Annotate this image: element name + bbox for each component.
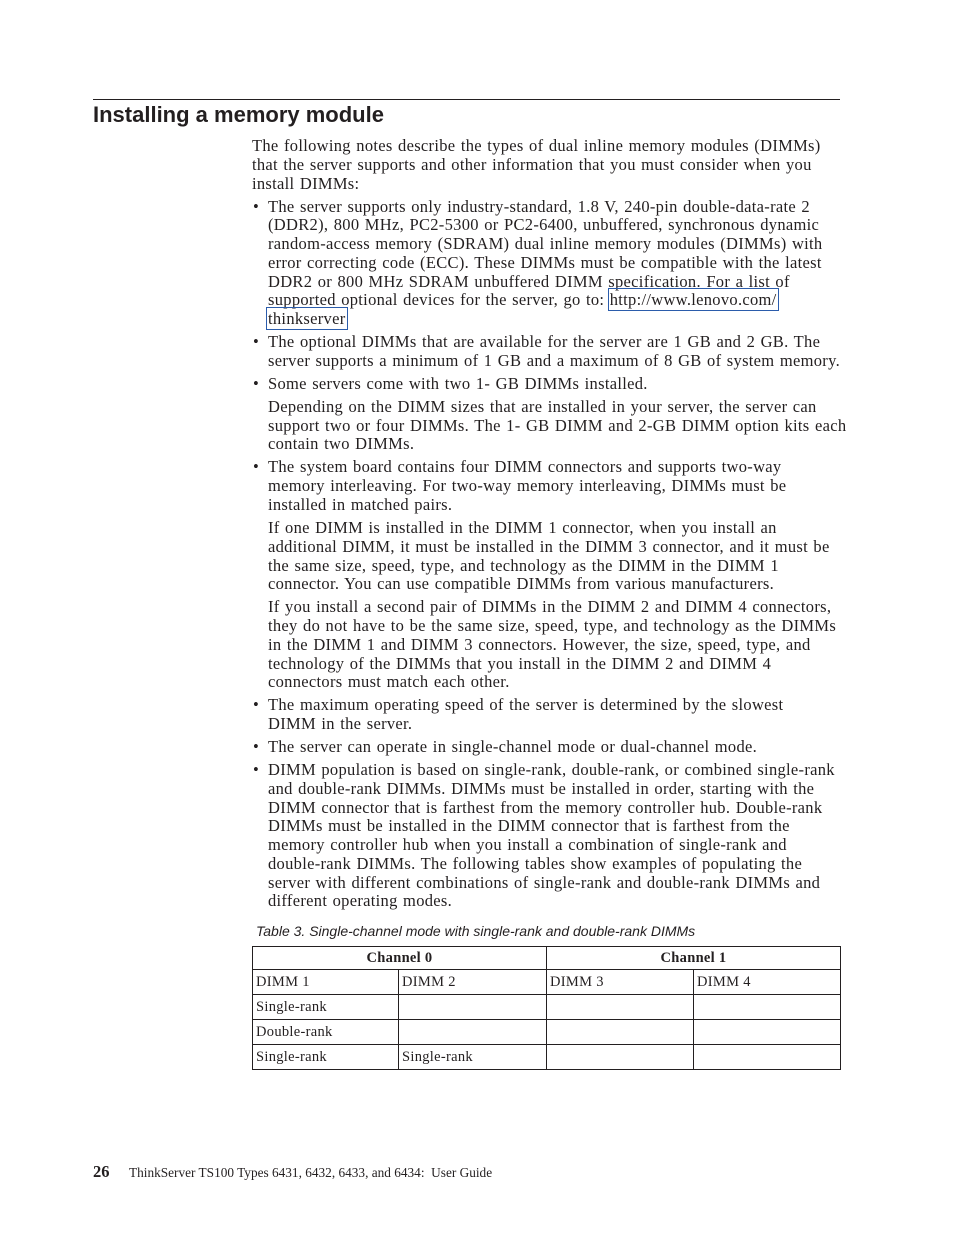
text-line: contain two DIMMs. bbox=[268, 434, 415, 454]
table-column-header: DIMM 4 bbox=[694, 970, 841, 995]
section-body bbox=[252, 136, 847, 911]
page-number: 26 bbox=[93, 1162, 110, 1181]
text-line: and double-rank DIMMs. DIMMs must be installed in order, starting with the bbox=[268, 778, 815, 798]
intro-paragraph bbox=[252, 137, 840, 193]
section-rule bbox=[93, 99, 840, 100]
table-cell: Single-rank bbox=[399, 1045, 547, 1070]
text-line: double-rank DIMMs. The following tables show examples of populating the bbox=[268, 853, 803, 873]
table-cell bbox=[694, 995, 841, 1020]
text-line: in the DIMM 1 and DIMM 3 connectors. However, the size, speed, type, and bbox=[268, 634, 811, 654]
paragraph bbox=[268, 519, 840, 594]
table-cell bbox=[547, 1045, 694, 1070]
bullet-item bbox=[252, 373, 847, 454]
table-column-header: DIMM 2 bbox=[399, 970, 547, 995]
section-heading: Installing a memory module bbox=[93, 102, 384, 127]
text-line: server with different combinations of single-rank and double-rank DIMMs and bbox=[268, 872, 821, 892]
bullet-icon bbox=[253, 198, 259, 217]
text-line-segment: supported optional devices for the server, go to: bbox=[268, 290, 610, 310]
thinkserver-url-link-part-1[interactable]: http://www.lenovo.com/ bbox=[609, 290, 777, 310]
text-line: The optional DIMMs that are available for the server are 1 GB and 2 GB. The bbox=[268, 332, 821, 352]
text-line: that the server supports and other information that you must consider when you bbox=[252, 154, 812, 174]
text-line: error correcting code (ECC). These DIMMs must be compatible with the latest bbox=[268, 252, 822, 272]
text-line: install DIMMs: bbox=[252, 173, 360, 193]
text-line: DDR2 or 800 MHz SDRAM unbuffered DIMM specification. For a list of bbox=[268, 271, 790, 291]
paragraph bbox=[268, 375, 840, 394]
paragraph bbox=[268, 198, 840, 329]
paragraph bbox=[268, 458, 840, 514]
text-line: they do not have to be the same size, speed, type, and technology as the DIMMs bbox=[268, 616, 837, 636]
bullet-icon bbox=[253, 375, 259, 394]
table-row bbox=[253, 1045, 841, 1070]
text-line: DIMMs must be installed in the DIMM connector that is farthest from the bbox=[268, 816, 790, 836]
bullet-item bbox=[252, 198, 840, 329]
table-cell bbox=[694, 1020, 841, 1045]
paragraph bbox=[268, 696, 840, 734]
table-cell bbox=[547, 1020, 694, 1045]
text-line: different operating modes. bbox=[268, 891, 453, 911]
text-line: memory controller hub when you install a combination of single-rank and bbox=[268, 835, 787, 855]
table-cell bbox=[694, 1045, 841, 1070]
paragraph bbox=[268, 598, 840, 692]
text-line: The system board contains four DIMM connectors and supports two-way bbox=[268, 457, 782, 477]
text-line: technology of the DIMMs that you install in the DIMM 2 and DIMM 4 bbox=[268, 653, 772, 673]
text-line: The server supports only industry-standard, 1.8 V, 240-pin double-data-rate 2 bbox=[268, 196, 810, 216]
paragraph bbox=[268, 761, 840, 911]
text-line: The following notes describe the types of dual inline memory modules (DIMMs) bbox=[252, 136, 821, 155]
table-row bbox=[253, 1020, 841, 1045]
text-line: DIMM in the server. bbox=[268, 714, 413, 734]
paragraph bbox=[268, 738, 840, 757]
text-line: connector. You can use compatible DIMMs from various manufacturers. bbox=[268, 574, 775, 594]
text-line: server supports a minimum of 1 GB and a maximum of 8 GB of system memory. bbox=[268, 350, 841, 370]
table-row bbox=[253, 995, 841, 1020]
table-group-header-channel-1: Channel 1 bbox=[547, 947, 841, 970]
table-cell: Single-rank bbox=[253, 1045, 399, 1070]
text-line: Depending on the DIMM sizes that are installed in your server, the server can bbox=[268, 396, 817, 416]
bullet-icon bbox=[253, 738, 259, 757]
table-column-header-row bbox=[253, 970, 841, 995]
bullet-item bbox=[252, 738, 840, 757]
bullet-item bbox=[252, 761, 840, 911]
table-column-header: DIMM 3 bbox=[547, 970, 694, 995]
text-line: (DDR2), 800 MHz, PC2-5300 or PC2-6400, unbuffered, synchronous dynamic bbox=[268, 215, 820, 235]
table-cell: Single-rank bbox=[253, 995, 399, 1020]
bullet-icon bbox=[253, 761, 259, 780]
bullet-item bbox=[252, 696, 840, 734]
text-line: random-access memory (SDRAM) dual inline memory modules (DIMMs) with bbox=[268, 234, 823, 254]
text-line: memory interleaving. For two-way memory interleaving, DIMMs must be bbox=[268, 476, 787, 496]
text-line: installed in matched pairs. bbox=[268, 494, 453, 514]
text-line: The maximum operating speed of the server is determined by the slowest bbox=[268, 695, 784, 715]
text-line: If you install a second pair of DIMMs in the DIMM 2 and DIMM 4 connectors, bbox=[268, 597, 832, 617]
text-line: connectors must match each other. bbox=[268, 672, 510, 692]
paragraph bbox=[268, 333, 840, 371]
text-line: DIMM population is based on single-rank, double-rank, or combined single-rank bbox=[268, 760, 835, 780]
bullet-icon bbox=[253, 696, 259, 715]
table-group-header-channel-0: Channel 0 bbox=[253, 947, 547, 970]
running-footer-title: ThinkServer TS100 Types 6431, 6432, 6433, and 6434: User Guide bbox=[129, 1165, 493, 1180]
table-cell bbox=[399, 1020, 547, 1045]
table-group-header-row bbox=[253, 947, 841, 970]
text-line: Some servers come with two 1- GB DIMMs installed. bbox=[268, 373, 648, 393]
bullet-item bbox=[252, 458, 840, 692]
bullet-icon bbox=[253, 458, 259, 477]
dimm-population-table bbox=[252, 946, 841, 1070]
text-line: If one DIMM is installed in the DIMM 1 connector, when you install an bbox=[268, 518, 777, 538]
paragraph bbox=[268, 396, 847, 454]
bullet-item bbox=[252, 333, 840, 371]
bullet-icon bbox=[253, 333, 259, 352]
table-cell: Double-rank bbox=[253, 1020, 399, 1045]
text-line: The server can operate in single-channel mode or dual-channel mode. bbox=[268, 737, 758, 757]
table-cell bbox=[547, 995, 694, 1020]
text-line bbox=[268, 291, 840, 310]
bullet-list bbox=[252, 196, 847, 912]
text-line: additional DIMM, it must be installed in the DIMM 3 connector, and it must be bbox=[268, 536, 830, 556]
text-line: the same size, speed, type, and technology as the DIMM in the DIMM 1 bbox=[268, 555, 779, 575]
text-line: support two or four DIMMs. The 1- GB DIMM and 2-GB DIMM option kits each bbox=[268, 415, 847, 435]
thinkserver-url-link-part-2[interactable]: thinkserver bbox=[268, 309, 346, 329]
table-column-header: DIMM 1 bbox=[253, 970, 399, 995]
text-line: DIMM connector that is farthest from the memory controller hub. Double-rank bbox=[268, 797, 823, 817]
table-cell bbox=[399, 995, 547, 1020]
table-caption: Table 3. Single-channel mode with single-rank and double-rank DIMMs bbox=[256, 923, 696, 939]
text-line bbox=[268, 310, 840, 329]
